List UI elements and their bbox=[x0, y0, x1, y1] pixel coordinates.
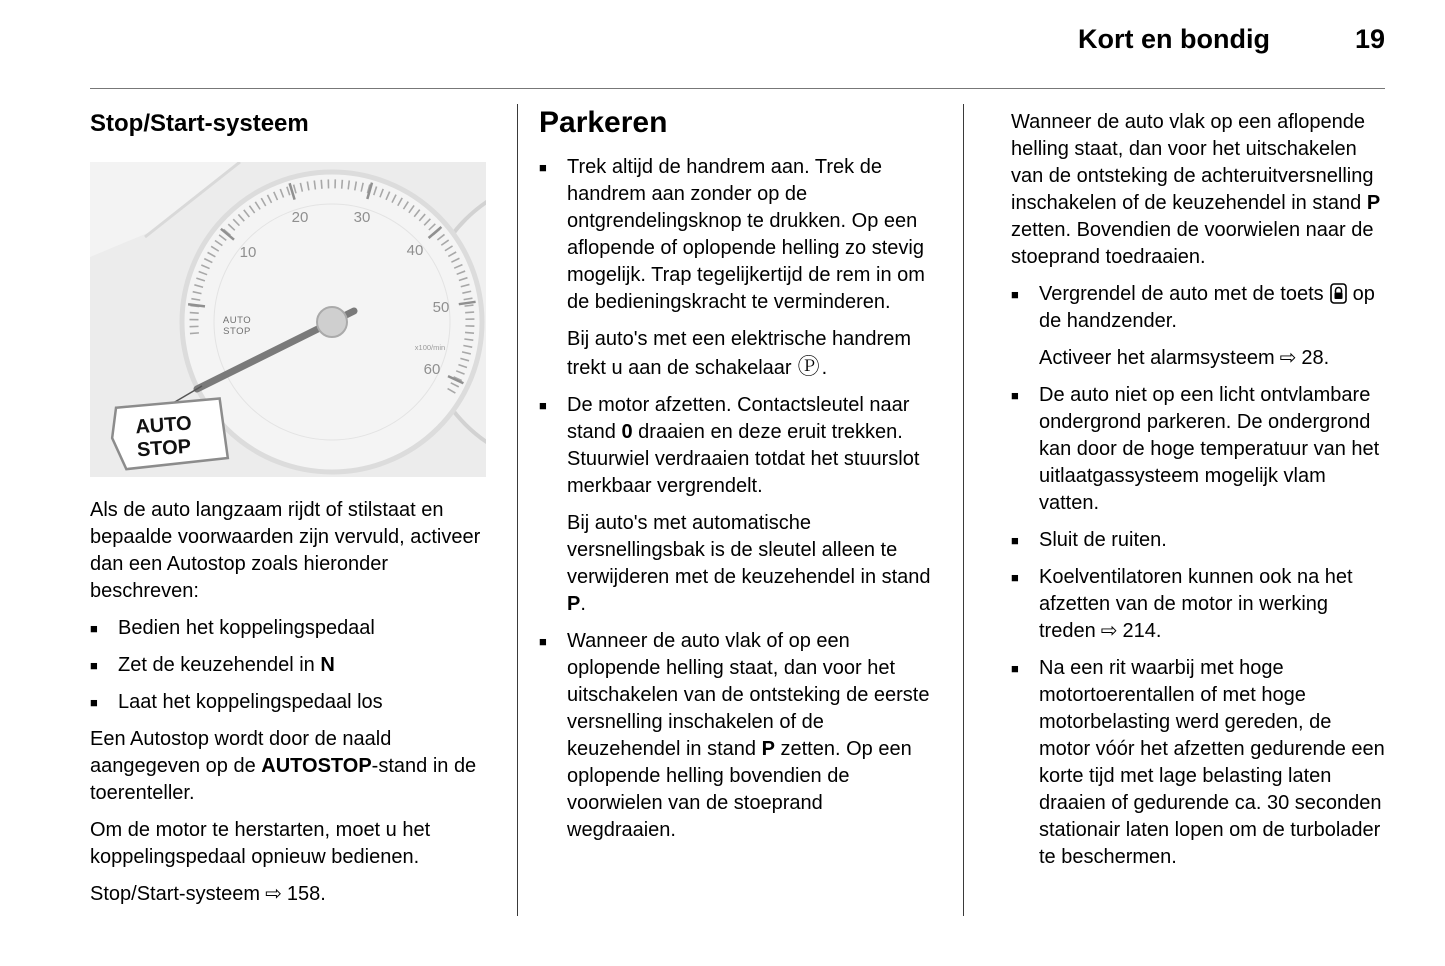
paragraph-text: zetten. Bovendien de voorwielen naar de stoeprand toedraaien. bbox=[1011, 219, 1374, 268]
gear-position: P bbox=[1366, 192, 1381, 214]
list-item bbox=[1011, 527, 1385, 554]
autostop-callout bbox=[110, 398, 228, 470]
paragraph-autostop bbox=[90, 726, 486, 807]
bullet-list bbox=[539, 628, 935, 844]
list-item bbox=[1011, 564, 1385, 645]
paragraph-text: . bbox=[580, 593, 586, 615]
paragraph-text: Wanneer de auto vlak op een aflopende helling staat, dan voor het uitschakelen van de ontsteking de achteruitversnelling inschakelen of de keuzehendel in stand bbox=[1011, 111, 1374, 214]
gauge-tick-label: 50 bbox=[432, 299, 450, 316]
bullet-list bbox=[90, 615, 486, 716]
list-item-text: Trek altijd de handrem aan. Trek de handrem aan zonder op de ontgrendelingsknop te drukken. Op een aflopende of oplopende helling zo stevig mogelijk. Trap tegelijkertijd de rem in om de bedieningskracht te verminderen. bbox=[567, 156, 925, 313]
list-item bbox=[90, 615, 486, 642]
bullet-square-icon: ■ bbox=[1011, 388, 1019, 403]
section-heading-parkeren: Parkeren bbox=[539, 106, 668, 139]
bullet-square-icon: ■ bbox=[1011, 661, 1019, 676]
bullet-square-icon: ■ bbox=[539, 160, 547, 175]
cross-reference-arrow-icon: ⇨ bbox=[1100, 620, 1118, 642]
tachometer-illustration bbox=[90, 162, 486, 477]
ignition-position: 0 bbox=[621, 421, 633, 443]
electric-parking-brake-icon: Ⓟ bbox=[797, 354, 820, 379]
paragraph-alarm bbox=[1039, 345, 1385, 372]
paragraph-text: Bij auto's met automatische versnellingsbak is de sleutel alleen te verwijderen met de keuzehendel in stand bbox=[567, 512, 931, 588]
gauge-tick-label: 10 bbox=[239, 244, 257, 261]
list-item bbox=[539, 392, 935, 500]
column-left bbox=[90, 104, 486, 918]
gear-position: N bbox=[320, 654, 335, 676]
list-item-text: Na een rit waarbij met hoge motortoerentallen of met hoge motorbelasting werd gereden, de motor vóór het afzetten gedurende een korte tijd met lage belasting laten draaien of gedurende ca. 30 seconden stationair laten lopen om de turbolader te beschermen. bbox=[1039, 657, 1385, 868]
bullet-square-icon: ■ bbox=[90, 621, 98, 636]
page-header bbox=[90, 24, 1385, 55]
gauge-tick-label: 60 bbox=[423, 361, 441, 378]
list-item-text: Koelventilatoren kunnen ook na het afzetten van de motor in werking treden bbox=[1039, 566, 1353, 642]
list-item-text: zetten. Op een oplopende helling bovendien de voorwielen van de stoeprand wegdraaien. bbox=[567, 738, 912, 841]
remote-lock-key-icon bbox=[1330, 283, 1347, 304]
gear-position: P bbox=[567, 593, 581, 615]
paragraph-intro: Als de auto langzaam rijdt of stilstaat en bepaalde voorwaarden zijn vervuld, activeer dan een Autostop zoals hieronder beschreven: bbox=[90, 499, 481, 602]
list-item-text: Wanneer de auto vlak of op een oplopende helling staat, dan voor het uitschakelen van de ontsteking de eerste versnelling inschakelen of de keuzehendel in stand bbox=[567, 630, 930, 760]
list-item-text: Bedien het koppelingspedaal bbox=[118, 617, 375, 639]
column-divider-left bbox=[517, 104, 518, 916]
gauge-tick-label: 20 bbox=[291, 209, 309, 226]
header-rule bbox=[90, 88, 1385, 89]
list-item-text: Vergrendel de auto met de toets bbox=[1039, 283, 1324, 305]
paragraph-handbrake-electric bbox=[567, 326, 935, 382]
gauge-tick-label: 40 bbox=[406, 242, 424, 259]
callout-label: STOP bbox=[136, 435, 192, 462]
paragraph-automatic-gearbox bbox=[567, 510, 935, 618]
column-middle bbox=[539, 104, 935, 854]
bullet-square-icon: ■ bbox=[90, 658, 98, 673]
list-item-text: De auto niet op een licht ontvlambare ondergrond parkeren. De ondergrond kan door de hoge temperatuur van het uitlaatgassysteem mogelijk vlam vatten. bbox=[1039, 384, 1380, 514]
cross-reference-label: Stop/Start-systeem bbox=[90, 883, 261, 905]
list-item bbox=[539, 628, 935, 844]
cross-reference-page: 214. bbox=[1122, 620, 1162, 642]
list-item bbox=[1011, 382, 1385, 517]
paragraph-text: Activeer het alarmsysteem bbox=[1039, 347, 1275, 369]
callout-label: AUTO bbox=[134, 412, 193, 439]
bullet-square-icon: ■ bbox=[539, 634, 547, 649]
list-item bbox=[1011, 655, 1385, 871]
paragraph-text: . bbox=[821, 357, 828, 379]
gauge-autostop-label: STOP bbox=[223, 326, 251, 337]
bullet-list bbox=[539, 392, 935, 500]
gauge-tick-label: 30 bbox=[353, 209, 371, 226]
cross-reference-page: 158. bbox=[286, 883, 326, 905]
list-item bbox=[90, 689, 486, 716]
paragraph-text: Bij auto's met een elektrische handrem trekt u aan de schakelaar bbox=[567, 328, 911, 379]
paragraph-downhill bbox=[1011, 109, 1385, 271]
cross-reference bbox=[90, 881, 486, 908]
list-item-text: Laat het koppelingspedaal los bbox=[118, 691, 383, 713]
bullet-square-icon: ■ bbox=[539, 398, 547, 413]
column-divider-right bbox=[963, 104, 964, 916]
gauge-unit-label: x100/min bbox=[414, 343, 446, 352]
bullet-square-icon: ■ bbox=[90, 695, 98, 710]
tachometer-image bbox=[90, 162, 486, 477]
column-right bbox=[1011, 104, 1385, 881]
gear-position: P bbox=[761, 738, 775, 760]
paragraph-restart: Om de motor te herstarten, moet u het koppelingspedaal opnieuw bedienen. bbox=[90, 819, 431, 868]
bullet-square-icon: ■ bbox=[1011, 570, 1019, 585]
bullet-square-icon: ■ bbox=[1011, 533, 1019, 548]
cross-reference-page: 28. bbox=[1301, 347, 1330, 369]
cross-reference-arrow-icon: ⇨ bbox=[265, 883, 282, 905]
section-heading-stop-start: Stop/Start-systeem bbox=[90, 110, 309, 137]
chapter-title: Kort en bondig bbox=[1077, 24, 1270, 54]
autostop-term: AUTOSTOP bbox=[261, 755, 372, 777]
bullet-list bbox=[539, 154, 935, 316]
list-item-text: Zet de keuzehendel in bbox=[118, 654, 321, 676]
bullet-list bbox=[1011, 382, 1385, 871]
list-item-text: Sluit de ruiten. bbox=[1039, 529, 1167, 551]
list-item bbox=[1011, 281, 1385, 335]
gauge-hub bbox=[317, 307, 347, 337]
bullet-list bbox=[1011, 281, 1385, 335]
cross-reference-arrow-icon: ⇨ bbox=[1279, 347, 1297, 369]
bullet-square-icon: ■ bbox=[1011, 287, 1019, 302]
list-item bbox=[90, 652, 486, 679]
list-item-text: draaien en deze eruit trekken. Stuurwiel verdraaien totdat het stuurslot merkbaar vergrendelt. bbox=[567, 421, 920, 497]
list-item-text: De motor afzetten. Contactsleutel naar stand bbox=[567, 394, 910, 443]
list-item bbox=[539, 154, 935, 316]
paragraph-text: -stand in de toerenteller. bbox=[90, 755, 477, 804]
page-number: 19 bbox=[1354, 24, 1385, 54]
gauge-autostop-label: AUTO bbox=[222, 315, 252, 326]
paragraph-text: Een Autostop wordt door de naald aangegeven op de bbox=[90, 728, 392, 777]
list-item-text: op de handzender. bbox=[1039, 283, 1375, 332]
